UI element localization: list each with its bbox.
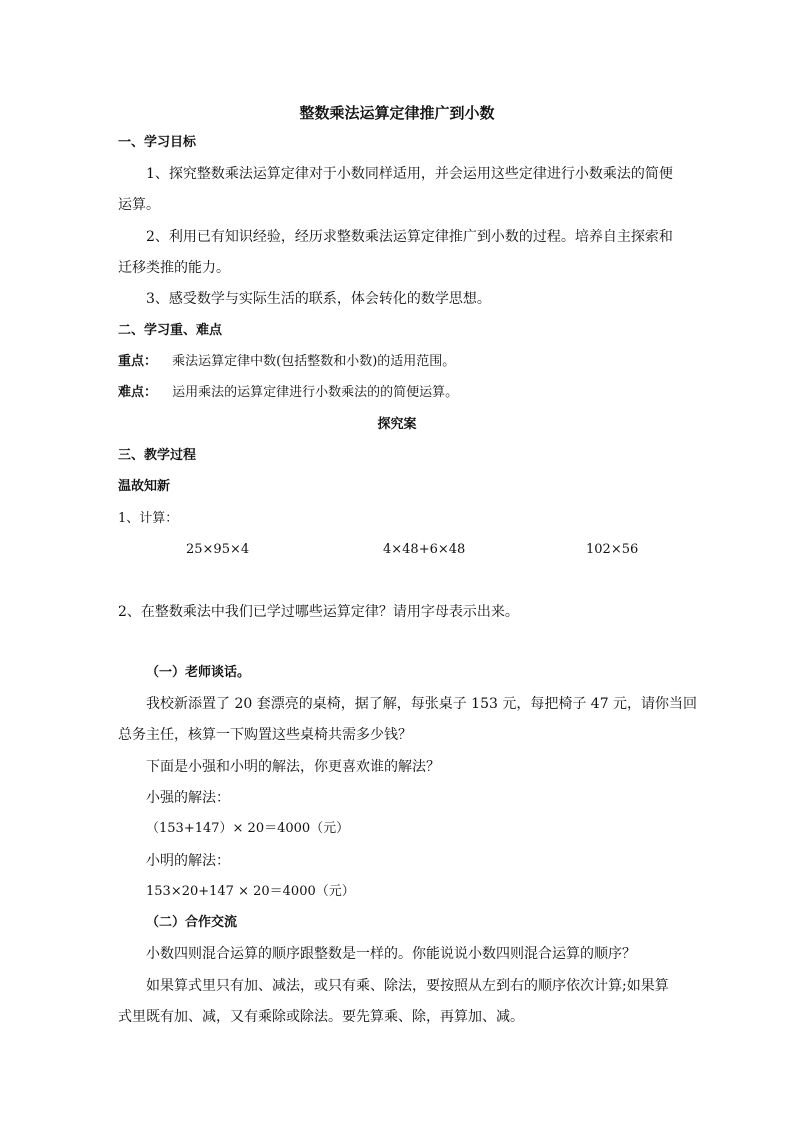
key-point-label: 重点：	[118, 354, 158, 369]
objectives-heading: 一、学习目标	[118, 135, 197, 150]
question-2: 2、在整数乘法中我们已学过哪些运算定律？请用字母表示出来。	[118, 604, 519, 620]
story-line-1	[118, 695, 698, 713]
calc-item-2: 4×48+6×48	[383, 542, 466, 557]
objective-2-line-2: 迁移类推的能力。	[118, 260, 230, 276]
objective-1-line-2: 运算。	[118, 197, 160, 213]
story-text-a: 我校新添置了 20 套漂亮的桌椅，据了解，每张桌子 153 元，每把椅子 47 元，请你当回	[146, 696, 698, 712]
process-heading: 三、教学过程	[118, 448, 197, 463]
key-point-row	[118, 353, 688, 371]
story-line-2: 总务主任，核算一下购置这些桌椅共需多少钱？	[118, 727, 412, 743]
difficult-point-row	[118, 384, 688, 402]
order-rule-line-1	[118, 977, 688, 995]
objective-3	[118, 290, 688, 308]
cooperate-heading: （二）合作交流	[146, 915, 238, 930]
objective-2-line-1	[118, 228, 688, 246]
order-rule-line-2: 式里既有加、减，又有乘除或除法。要先算乘、除，再算加、减。	[118, 1009, 524, 1025]
which-method: 下面是小强和小明的解法，你更喜欢谁的解法？	[146, 759, 440, 775]
order-question: 小数四则混合运算的顺序跟整数是一样的。你能说说小数四则混合运算的顺序？	[146, 946, 636, 962]
objective-1-line-1	[118, 165, 688, 183]
xiaoming-solution: 153×20+147 × 20＝4000（元）	[146, 884, 355, 899]
difficult-point-label: 难点：	[118, 385, 158, 400]
review-heading: 温故知新	[118, 479, 171, 494]
key-point-text: 乘法运算定律中数(包括整数和小数)的适用范围。	[172, 354, 456, 369]
objective-1-text-a: 1、探究整数乘法运算定律对于小数同样适用，并会运用这些定律进行小数乘法的简便	[146, 166, 673, 182]
explore-heading: 探究案	[377, 417, 417, 432]
calc-item-3: 102×56	[586, 542, 639, 557]
page-title: 整数乘法运算定律推广到小数	[299, 104, 495, 122]
objective-2-text-a: 2、利用已有知识经验，经历求整数乘法运算定律推广到小数的过程。培养自主探索和	[146, 229, 673, 245]
order-rule-text-a: 如果算式里只有加、减法，或只有乘、除法，要按照从左到右的顺序依次计算;如果算	[146, 978, 669, 994]
xiaoqiang-label: 小强的解法：	[146, 790, 230, 806]
key-points-heading: 二、学习重、难点	[118, 323, 223, 338]
objective-3-text: 3、感受数学与实际生活的联系，体会转化的数学思想。	[146, 291, 491, 307]
calc-item-1: 25×95×4	[186, 542, 250, 557]
difficult-point-text: 运用乘法的运算定律进行小数乘法的的简便运算。	[172, 385, 459, 400]
xiaoming-label: 小明的解法：	[146, 853, 230, 869]
calc-label: 1、计算：	[118, 511, 179, 526]
teacher-talk-heading: （一）老师谈话。	[146, 665, 251, 680]
xiaoqiang-solution: （153+147）× 20＝4000（元）	[146, 821, 350, 836]
